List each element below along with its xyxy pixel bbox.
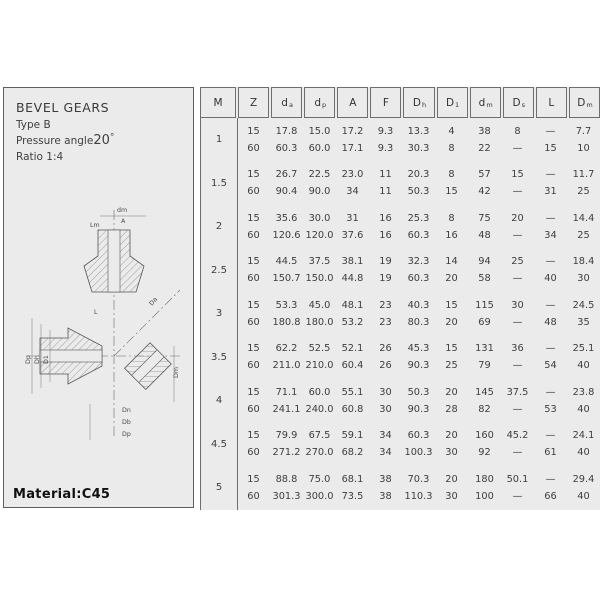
table-cell: 131: [475, 343, 494, 355]
table-cell: —: [512, 186, 523, 198]
table-cell: 60.3: [407, 430, 430, 442]
table-cell: 60: [247, 360, 260, 372]
label-dm-right: Dm: [173, 367, 180, 378]
table-cell: 34: [379, 430, 392, 442]
type-line: Type B: [16, 119, 51, 131]
spec-table: [200, 87, 600, 510]
module-group-3.5: [201, 336, 600, 380]
table-cell: 26.7: [275, 169, 298, 181]
column-header-z: Z: [238, 87, 269, 118]
table-cell: —: [545, 125, 556, 137]
table-cell: 30: [379, 403, 392, 415]
table-cell: 120.6: [272, 229, 301, 241]
label-a: A: [121, 218, 126, 225]
table-cell: 30.0: [308, 212, 331, 224]
table-cell: 150.0: [305, 273, 334, 285]
table-cell: 69: [478, 316, 491, 328]
table-cell: 15: [247, 430, 260, 442]
module-column-divider: [237, 118, 238, 510]
table-cell: 90.3: [407, 360, 430, 372]
table-cell: 10: [577, 142, 590, 154]
module-value: 2: [215, 221, 223, 233]
column-header-da: d $_a$: [271, 87, 302, 118]
table-cell: 37.6: [341, 229, 364, 241]
table-cell: 100: [475, 490, 494, 502]
table-cell: 50.3: [407, 186, 430, 198]
table-cell: 145: [475, 386, 494, 398]
table-row: [237, 270, 600, 287]
table-cell: 73.5: [341, 490, 364, 502]
table-row: [237, 297, 600, 314]
table-cell: 50.3: [407, 386, 430, 398]
table-cell: 23: [379, 316, 392, 328]
table-cell: 31: [346, 212, 359, 224]
table-cell: 22.5: [308, 169, 331, 181]
table-cell: 40: [577, 403, 590, 415]
table-cell: 38: [379, 473, 392, 485]
table-cell: 38: [379, 490, 392, 502]
table-cell: 20: [445, 386, 458, 398]
table-cell: 52.1: [341, 343, 364, 355]
table-cell: 70.3: [407, 473, 430, 485]
table-cell: 8: [448, 212, 455, 224]
table-cell: 60.0: [308, 142, 331, 154]
table-row: [237, 488, 600, 505]
table-cell: 75: [478, 212, 491, 224]
table-cell: 15: [247, 299, 260, 311]
column-header-d1: D $_1$: [437, 87, 468, 118]
table-cell: 38.1: [341, 256, 364, 268]
table-cell: 90.3: [407, 403, 430, 415]
table-cell: 66: [544, 490, 557, 502]
table-cell: 11.7: [572, 169, 595, 181]
table-cell: 25: [511, 256, 524, 268]
table-cell: 25.1: [572, 343, 595, 355]
label-dp-left: Dp: [25, 355, 32, 364]
table-cell: 60: [247, 447, 260, 459]
table-cell: —: [512, 403, 523, 415]
table-cell: —: [512, 316, 523, 328]
module-group-4: [201, 379, 600, 423]
table-cell: 9.3: [377, 125, 394, 137]
table-cell: 30: [445, 490, 458, 502]
table-cell: 180.8: [272, 316, 301, 328]
table-cell: 61: [544, 447, 557, 459]
table-cell: 40: [577, 490, 590, 502]
table-cell: 60: [247, 186, 260, 198]
table-cell: —: [545, 299, 556, 311]
table-cell: 92: [478, 447, 491, 459]
table-cell: 35: [577, 316, 590, 328]
table-cell: 23.8: [572, 386, 595, 398]
column-header-dm: D $_m$: [569, 87, 600, 118]
pressure-angle-label: Pressure angle: [16, 135, 94, 147]
table-cell: —: [545, 212, 556, 224]
table-row: [237, 427, 600, 444]
table-cell: 17.2: [341, 125, 364, 137]
table-cell: —: [512, 229, 523, 241]
table-cell: 37.5: [308, 256, 331, 268]
table-cell: 30: [379, 386, 392, 398]
table-cell: 40.3: [407, 299, 430, 311]
table-cell: 30: [511, 299, 524, 311]
table-cell: 53.2: [341, 316, 364, 328]
table-cell: 30: [445, 447, 458, 459]
module-value: 3: [215, 308, 223, 320]
table-cell: 25: [577, 186, 590, 198]
table-cell: 15: [511, 169, 524, 181]
module-value: 1.5: [211, 177, 227, 189]
module-value: 4: [215, 395, 223, 407]
table-cell: 60: [247, 273, 260, 285]
table-header-row: [200, 87, 600, 118]
table-cell: 45.3: [407, 343, 430, 355]
table-cell: 300.0: [305, 490, 334, 502]
module-value: 5: [215, 482, 223, 494]
table-cell: 22: [478, 142, 491, 154]
table-cell: 45.0: [308, 299, 331, 311]
info-panel: [3, 87, 194, 508]
table-cell: —: [545, 473, 556, 485]
table-cell: 90.0: [308, 186, 331, 198]
table-cell: 60: [247, 403, 260, 415]
table-cell: 79: [478, 360, 491, 372]
table-cell: 30.3: [407, 142, 430, 154]
column-header-f: F: [370, 87, 401, 118]
module-group-1.5: [201, 162, 600, 206]
table-cell: 60: [247, 229, 260, 241]
column-header-dm: d $_m$: [470, 87, 501, 118]
bevel-gear-diagram: [6, 196, 194, 452]
table-cell: 15: [247, 125, 260, 137]
table-cell: 115: [475, 299, 494, 311]
table-cell: 240.0: [305, 403, 334, 415]
table-cell: 52.5: [308, 343, 331, 355]
table-cell: —: [545, 430, 556, 442]
rotated-gear-section: [125, 343, 172, 390]
table-cell: 15: [445, 186, 458, 198]
table-cell: 14: [445, 256, 458, 268]
table-cell: 20: [445, 273, 458, 285]
module-value: 3.5: [211, 351, 227, 363]
table-cell: 57: [478, 169, 491, 181]
table-cell: 67.5: [308, 430, 331, 442]
table-cell: 270.0: [305, 447, 334, 459]
label-l: L: [94, 309, 98, 316]
table-cell: 15: [247, 169, 260, 181]
module-group-4.5: [201, 423, 600, 467]
table-cell: 60.3: [407, 273, 430, 285]
table-cell: 11: [379, 169, 392, 181]
table-cell: 211.0: [272, 360, 301, 372]
table-cell: 28: [445, 403, 458, 415]
table-cell: 68.2: [341, 447, 364, 459]
table-cell: 60: [247, 490, 260, 502]
table-cell: 40: [544, 273, 557, 285]
table-row: [237, 210, 600, 227]
table-cell: 15: [445, 299, 458, 311]
table-cell: —: [512, 447, 523, 459]
label-lm: Lm: [90, 222, 100, 229]
table-cell: 60: [247, 142, 260, 154]
ratio-line: Ratio 1:4: [16, 151, 64, 163]
table-cell: 40: [577, 360, 590, 372]
table-cell: 60.3: [407, 229, 430, 241]
label-dh-left: Dh: [34, 355, 41, 364]
table-cell: —: [512, 273, 523, 285]
table-cell: 55.1: [341, 386, 364, 398]
table-cell: 26: [379, 343, 392, 355]
table-row: [237, 384, 600, 401]
module-group-3: [201, 292, 600, 336]
table-cell: 20: [511, 212, 524, 224]
table-cell: —: [545, 343, 556, 355]
table-cell: 48.1: [341, 299, 364, 311]
table-cell: —: [512, 142, 523, 154]
table-cell: 34: [379, 447, 392, 459]
table-cell: 180.0: [305, 316, 334, 328]
table-row: [237, 340, 600, 357]
label-dp-bottom: Dp: [122, 431, 131, 438]
table-cell: 30: [577, 273, 590, 285]
label-db-bottom: Db: [122, 419, 131, 426]
table-cell: 17.1: [341, 142, 364, 154]
module-value: 4.5: [211, 438, 227, 450]
table-cell: 100.3: [404, 447, 433, 459]
table-cell: 32.3: [407, 256, 430, 268]
table-cell: 20.3: [407, 169, 430, 181]
table-cell: 20: [445, 430, 458, 442]
table-cell: 110.3: [404, 490, 433, 502]
table-cell: 38: [478, 125, 491, 137]
table-cell: 60.4: [341, 360, 364, 372]
table-row: [237, 401, 600, 418]
bevel-gear-drawing: [6, 196, 194, 452]
table-cell: 59.1: [341, 430, 364, 442]
table-cell: 60.8: [341, 403, 364, 415]
table-cell: —: [545, 169, 556, 181]
table-cell: 23: [379, 299, 392, 311]
label-d1-left: D1: [43, 355, 50, 364]
table-cell: 15: [247, 343, 260, 355]
table-cell: 36: [511, 343, 524, 355]
table-cell: —: [545, 256, 556, 268]
table-row: [237, 140, 600, 157]
table-cell: 4: [448, 125, 455, 137]
table-cell: 15: [247, 386, 260, 398]
material-label: Material:C45: [13, 487, 111, 502]
table-cell: 210.0: [305, 360, 334, 372]
table-cell: 150.7: [272, 273, 301, 285]
table-cell: 60.0: [308, 386, 331, 398]
panel-title: BEVEL GEARS: [16, 100, 110, 115]
table-cell: 15: [445, 343, 458, 355]
table-row: [237, 166, 600, 183]
table-cell: 58: [478, 273, 491, 285]
table-cell: 9.3: [377, 142, 394, 154]
module-value: 1: [215, 134, 223, 146]
module-value: 2.5: [211, 264, 227, 276]
table-cell: 75.0: [308, 473, 331, 485]
table-row: [237, 253, 600, 270]
table-cell: 71.1: [275, 386, 298, 398]
table-row: [237, 444, 600, 461]
table-cell: 25.3: [407, 212, 430, 224]
column-header-a: A: [337, 87, 368, 118]
table-cell: 34: [544, 229, 557, 241]
label-da: Da: [148, 296, 160, 308]
table-cell: 20: [445, 473, 458, 485]
table-cell: —: [545, 386, 556, 398]
table-cell: 40: [577, 447, 590, 459]
table-cell: 60.3: [275, 142, 298, 154]
table-cell: 42: [478, 186, 491, 198]
table-cell: 29.4: [572, 473, 595, 485]
degree-symbol: °: [109, 132, 115, 143]
table-row: [237, 471, 600, 488]
table-cell: 15: [247, 473, 260, 485]
table-row: [237, 227, 600, 244]
table-cell: 16: [445, 229, 458, 241]
table-cell: 160: [475, 430, 494, 442]
table-cell: 19: [379, 273, 392, 285]
table-cell: 180: [475, 473, 494, 485]
table-cell: 14.4: [572, 212, 595, 224]
table-cell: 34: [346, 186, 359, 198]
table-cell: 79.9: [275, 430, 298, 442]
column-header-l: L: [536, 87, 567, 118]
table-cell: 44.5: [275, 256, 298, 268]
label-dn-bottom: Dn: [122, 407, 131, 414]
table-cell: 241.1: [272, 403, 301, 415]
label-dm: dm: [117, 207, 128, 214]
table-cell: —: [512, 490, 523, 502]
table-cell: 13.3: [407, 125, 430, 137]
table-cell: 17.8: [275, 125, 298, 137]
table-cell: 8: [448, 142, 455, 154]
table-cell: 48: [544, 316, 557, 328]
table-cell: 16: [379, 212, 392, 224]
table-cell: 26: [379, 360, 392, 372]
table-cell: 53.3: [275, 299, 298, 311]
module-group-5: [201, 466, 600, 510]
table-cell: 15.0: [308, 125, 331, 137]
table-cell: 271.2: [272, 447, 301, 459]
table-cell: 25: [445, 360, 458, 372]
table-cell: 15: [247, 212, 260, 224]
table-cell: 94: [478, 256, 491, 268]
table-cell: 44.8: [341, 273, 364, 285]
table-cell: 54: [544, 360, 557, 372]
gear-description: [16, 101, 193, 164]
column-header-m: M: [200, 87, 236, 118]
table-cell: —: [512, 360, 523, 372]
table-cell: 62.2: [275, 343, 298, 355]
table-cell: 80.3: [407, 316, 430, 328]
table-cell: 48: [478, 229, 491, 241]
table-cell: 15: [544, 142, 557, 154]
column-header-dp: d $_p$: [304, 87, 335, 118]
module-group-2.5: [201, 249, 600, 293]
table-cell: 82: [478, 403, 491, 415]
table-cell: 20: [445, 316, 458, 328]
table-cell: 18.4: [572, 256, 595, 268]
table-cell: 88.8: [275, 473, 298, 485]
module-group-2: [201, 205, 600, 249]
module-group-1: [201, 118, 600, 162]
table-row: [237, 183, 600, 200]
table-cell: 24.5: [572, 299, 595, 311]
column-header-ds: D $_s$: [503, 87, 534, 118]
table-row: [237, 357, 600, 374]
table-cell: 19: [379, 256, 392, 268]
table-cell: 50.1: [506, 473, 529, 485]
table-body: [200, 118, 600, 510]
table-cell: 7.7: [575, 125, 592, 137]
table-cell: 31: [544, 186, 557, 198]
table-cell: 25: [577, 229, 590, 241]
pressure-angle-line: [16, 134, 193, 148]
table-cell: 8: [448, 169, 455, 181]
table-cell: 11: [379, 186, 392, 198]
table-cell: 301.3: [272, 490, 301, 502]
table-cell: 68.1: [341, 473, 364, 485]
table-cell: 120.0: [305, 229, 334, 241]
table-cell: 16: [379, 229, 392, 241]
table-cell: 15: [247, 256, 260, 268]
table-cell: 24.1: [572, 430, 595, 442]
table-cell: 45.2: [506, 430, 529, 442]
table-row: [237, 123, 600, 140]
table-cell: 90.4: [275, 186, 298, 198]
table-cell: 60: [247, 316, 260, 328]
table-cell: 53: [544, 403, 557, 415]
table-row: [237, 314, 600, 331]
column-header-dh: D $_h$: [403, 87, 434, 118]
table-cell: 35.6: [275, 212, 298, 224]
table-cell: 23.0: [341, 169, 364, 181]
top-gear-bore: [108, 230, 120, 292]
table-cell: 37.5: [506, 386, 529, 398]
pressure-angle-value: 20: [93, 133, 110, 148]
table-cell: 8: [514, 125, 521, 137]
